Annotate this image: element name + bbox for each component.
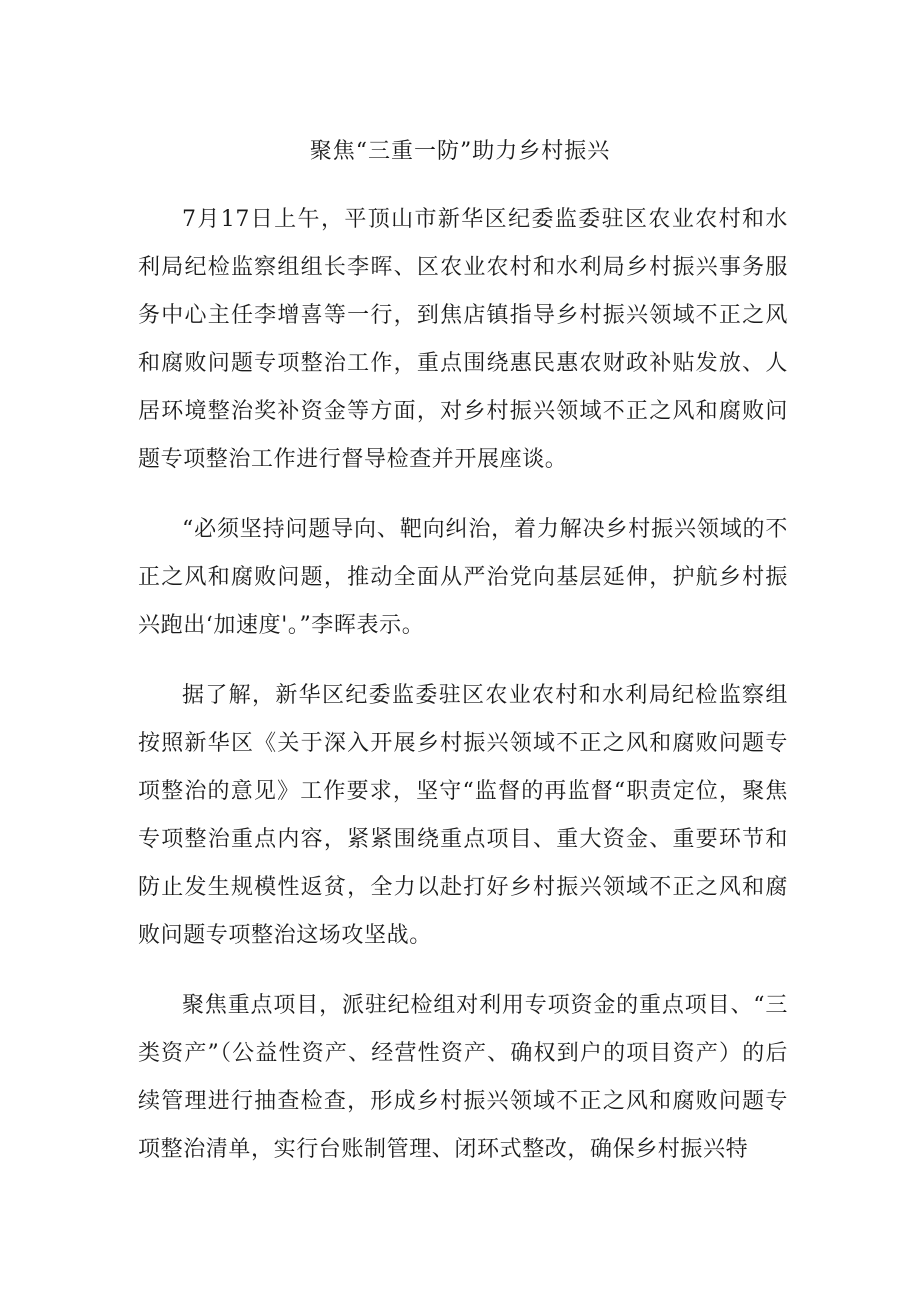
document-title: 聚焦“三重一防”助力乡村振兴 (309, 139, 611, 164)
paragraph-3: 据了解，新华区纪委监委驻区农业农村和水利局纪检监察组按照新华区《关于深入开展乡村振兴领域不正之风和腐败问题专项整治的意见》工作要求，坚守“监督的再监督“职责定位，聚焦专项整治重点内容，紧紧围绕重点项目、重大资金、重要环节和防止发生规模性返贫，全力以赴打好乡村振兴领域不正之风和腐败问题专项整治这场攻坚战。 (138, 683, 788, 948)
paragraph-2: “必须坚持问题导向、靶向纠治，着力解决乡村振兴领域的不正之风和腐败问题，推动全面从严治党向基层延伸，护航乡村振兴跑出‘加速度'。”李晖表示。 (138, 517, 788, 638)
document-body (138, 196, 788, 1174)
paragraph-4: 聚焦重点项目，派驻纪检组对利用专项资金的重点项目、“三类资产”（公益性资产、经营性资产、确权到户的项目资产）的后续管理进行抽查检查，形成乡村振兴领域不正之风和腐败问题专项整治清单，实行台账制管理、闭环式整改，确保乡村振兴特 (138, 993, 788, 1162)
paragraph-1: 7月17日上午，平顶山市新华区纪委监委驻区农业农村和水利局纪检监察组组长李晖、区农业农村和水利局乡村振兴事务服务中心主任李增喜等一行，到焦店镇指导乡村振兴领域不正之风和腐败问题专项整治工作，重点围绕惠民惠农财政补贴发放、人居环境整治奖补资金等方面，对乡村振兴领域不正之风和腐败问题专项整治工作进行督导检查并开展座谈。 (138, 207, 788, 472)
